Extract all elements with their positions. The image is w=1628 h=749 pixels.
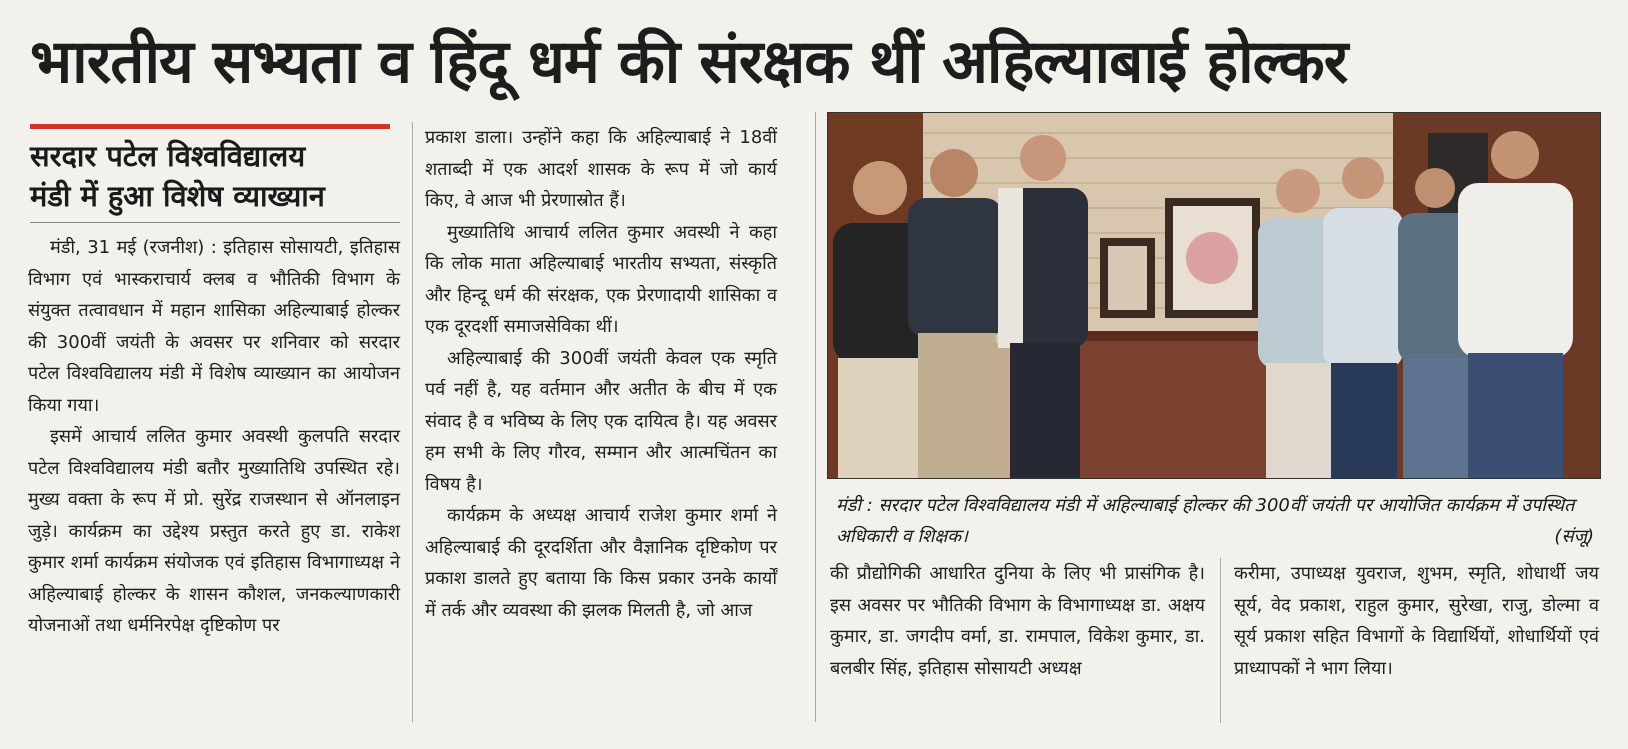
paragraph: करीमा, उपाध्यक्ष युवराज, शुभम, स्मृति, शोधार्थी जय सूर्य, वेद प्रकाश, राहुल कुमार, सुरेखा, राजु, डोल्मा व सूर्य प्रकाश सहित विभागों के विद्यार्थियों, शोधार्थियों एवं प्राध्यापकों ने भाग लिया। [1234,563,1599,679]
headline: भारतीय सभ्यता व हिंदू धर्म की संरक्षक थीं अहिल्याबाई होल्कर [30,27,1348,97]
article-column-3 [830,558,1205,684]
news-photo [827,112,1601,479]
column-divider [1220,558,1221,723]
paragraph: कार्यक्रम के अध्यक्ष आचार्य राजेश कुमार शर्मा ने अहिल्याबाई की दूरदर्शिता और वैज्ञानिक दृष्टिकोण पर प्रकाश डालते हुए बताया कि किस प्रकार उनके कार्यों में तर्क और व्यवस्था की झलक मिलती है, जो आज [425,505,777,621]
paragraph: अहिल्याबाई की 300वीं जयंती केवल एक स्मृति पर्व नहीं है, यह वर्तमान और अतीत के बीच में एक संवाद है व भविष्य के लिए एक दायित्व है। यह अवसर हम सभी के लिए गौरव, सम्मान और आत्मचिंतन का विषय है। [425,347,777,495]
group-photo-illustration [828,113,1600,478]
paragraph: मंडी, 31 मई (रजनीश) : इतिहास सोसायटी, इतिहास विभाग एवं भास्कराचार्य क्लब व भौतिकी विभाग के संयुक्त तत्वावधान में महान शासिका अहिल्याबाई होल्कर की 300वीं जयंती के अवसर पर शनिवार को सरदार पटेल विश्वविद्यालय मंडी में विशेष व्याख्यान का आयोजन किया गया। [28,237,400,416]
paragraph: मुख्यातिथि आचार्य ललित कुमार अवस्थी ने कहा कि लोक माता अहिल्याबाई भारतीय सभ्यता, संस्कृति और हिन्दू धर्म की संरक्षक, एक प्रेरणादायी शासिका व एक दूरदर्शी समाजसेविका थीं। [425,221,777,337]
column-divider [815,112,816,722]
red-divider [30,124,390,129]
subheadline-line-1: सरदार पटेल विश्वविद्यालय [30,139,306,173]
article-column-1 [28,232,400,642]
subheadline [30,136,405,216]
column-divider [412,122,413,722]
paragraph: इसमें आचार्य ललित कुमार अवस्थी कुलपति सरदार पटेल विश्वविद्यालय मंडी बतौर मुख्यातिथि उपस्थित रहे। मुख्य वक्ता के रूप में प्रो. सुरेंद्र राजस्थान से ऑनलाइन जुड़े। कार्यक्रम का उद्देश्य प्रस्तुत करते हुए डा. राकेश कुमार शर्मा कार्यक्रम संयोजक एवं इतिहास विभागाध्यक्ष ने अहिल्याबाई होल्कर के शासन कौशल, जनकल्याणकारी योजनाओं तथा धर्मनिरपेक्ष दृष्टिकोण पर [28,426,400,636]
paragraph: की प्रौद्योगिकी आधारित दुनिया के लिए भी प्रासंगिक है। इस अवसर पर भौतिकी विभाग के विभागाध्यक्ष डा. अक्षय कुमार, डा. जगदीप वर्मा, डा. रामपाल, विकेश कुमार, डा. बलबीर सिंह, इतिहास सोसायटी अध्यक्ष [830,563,1205,679]
article-column-4 [1234,558,1599,684]
caption-text: मंडी : सरदार पटेल विश्वविद्यालय मंडी में अहिल्याबाई होल्कर की 300वीं जयंती पर आयोजित कार्यक्रम में उपस्थित अधिकारी व शिक्षक। [836,495,1575,547]
paragraph: प्रकाश डाला। उन्होंने कहा कि अहिल्याबाई ने 18वीं शताब्दी में एक आदर्श शासक के रूप में जो कार्य किए, वे आज भी प्रेरणास्रोत हैं। [425,127,777,211]
photo-credit: (संजू) [1554,526,1594,547]
subheadline-divider [30,222,400,223]
article-column-2 [425,122,777,626]
photo-caption [836,490,1598,552]
subheadline-line-2: मंडी में हुआ विशेष व्याख्यान [30,179,325,213]
